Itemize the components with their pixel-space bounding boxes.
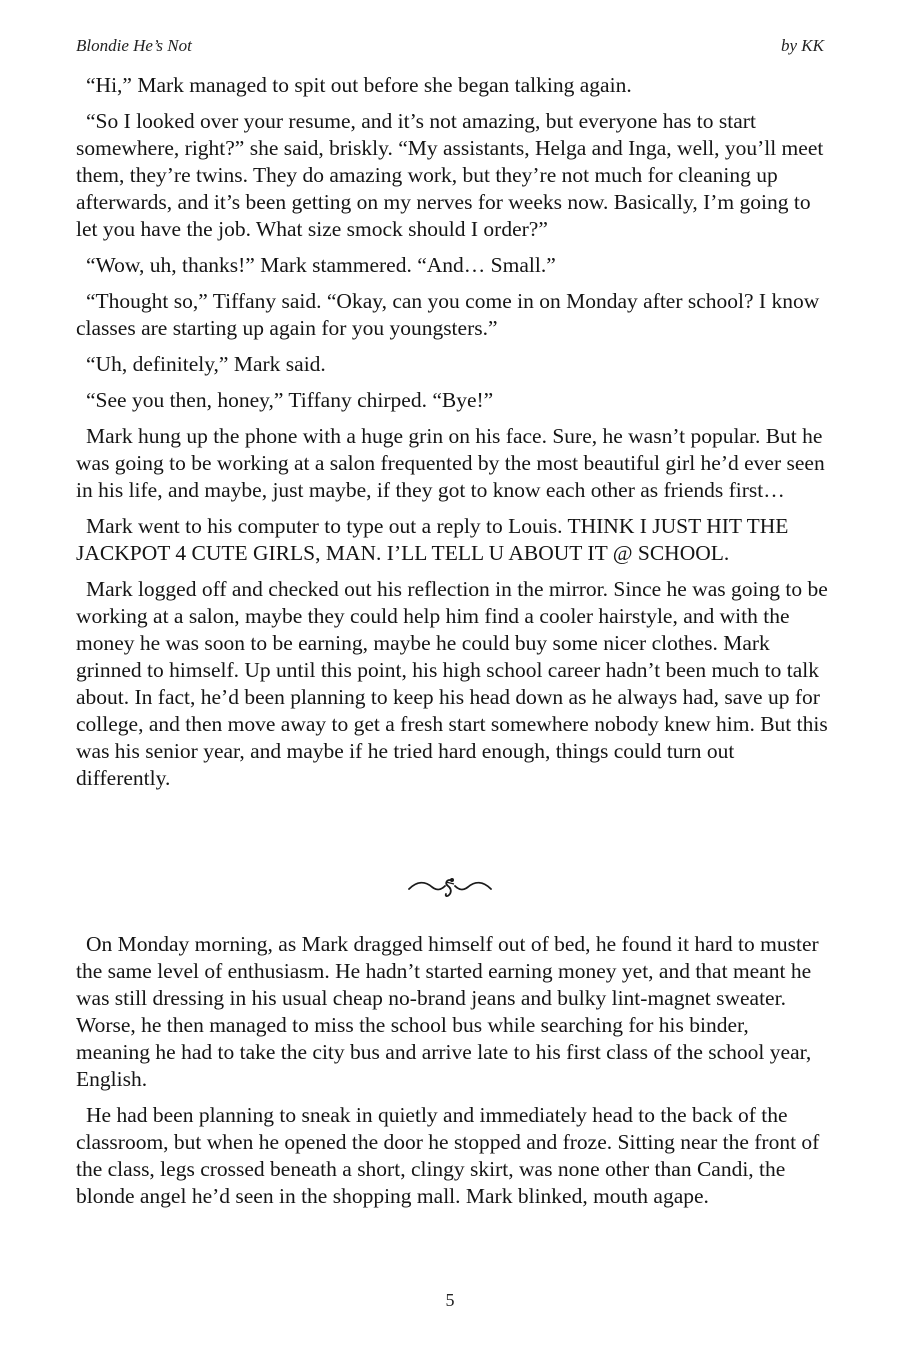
paragraph: “So I looked over your resume, and it’s not amazing, but everyone has to start somewhere, right?” she said, briskly. “My assistants, Helga and Inga, well, you’ll meet them, they’re twins. They do amazing work, but they’re not much for cleaning up afterwards, and it’s been getting on my nerves for weeks now. Basically, I’m going to let you have the job. What size smock should I order?” (76, 109, 824, 241)
paragraph: “Uh, definitely,” Mark said. (86, 352, 326, 376)
paragraph: “Hi,” Mark managed to spit out before she began talking again. (86, 73, 632, 97)
fleuron-divider-icon (405, 872, 495, 902)
running-head (76, 36, 824, 58)
paragraph: Mark logged off and checked out his reflection in the mirror. Since he was going to be working at a salon, maybe they could help him find a cooler hairstyle, and with the money he was soon to be earning, maybe he could buy some nicer clothes. Mark grinned to himself. Up until this point, his high school career hadn’t been much to talk about. In fact, he’d been planning to keep his head down as he always had, save up for college, and then move away to get a fresh start somewhere nobody knew him. But this was his senior year, and maybe if he tried hard enough, things could turn out differently. (76, 577, 828, 790)
section-break (0, 872, 900, 902)
running-head-author: by KK (781, 36, 824, 55)
paragraph: On Monday morning, as Mark dragged himself out of bed, he found it hard to muster the same level of enthusiasm. He hadn’t started earning money yet, and that meant he was still dressing in his usual cheap no-brand jeans and bulky lint-magnet sweater. Worse, he then managed to miss the school bus while searching for his binder, meaning he had to take the city bus and arrive late to his first class of the school year, English. (76, 932, 819, 1091)
running-head-title: Blondie He’s Not (76, 36, 192, 55)
page-number: 5 (445, 1290, 455, 1310)
paragraph: “Wow, uh, thanks!” Mark stammered. “And… Small.” (86, 253, 556, 277)
paragraph: Mark hung up the phone with a huge grin on his face. Sure, he wasn’t popular. But he was going to be working at a salon frequented by the most beautiful girl he’d ever seen in his life, and maybe, just maybe, if they got to know each other as friends first… (76, 424, 825, 502)
paragraph: “See you then, honey,” Tiffany chirped. “Bye!” (86, 388, 494, 412)
paragraph: “Thought so,” Tiffany said. “Okay, can you come in on Monday after school? I know classes are starting up again for you youngsters.” (76, 289, 820, 340)
section-one-text (76, 72, 828, 801)
section-two-text (76, 931, 828, 1219)
paragraph: Mark went to his computer to type out a reply to Louis. THINK I JUST HIT THE JACKPOT 4 CUTE GIRLS, MAN. I’LL TELL U ABOUT IT @ SCHOOL. (76, 514, 789, 565)
paragraph: He had been planning to sneak in quietly and immediately head to the back of the classroom, but when he opened the door he stopped and froze. Sitting near the front of the class, legs crossed beneath a short, clingy skirt, was none other than Candi, the blonde angel he’d seen in the shopping mall. Mark blinked, mouth agape. (76, 1103, 820, 1208)
